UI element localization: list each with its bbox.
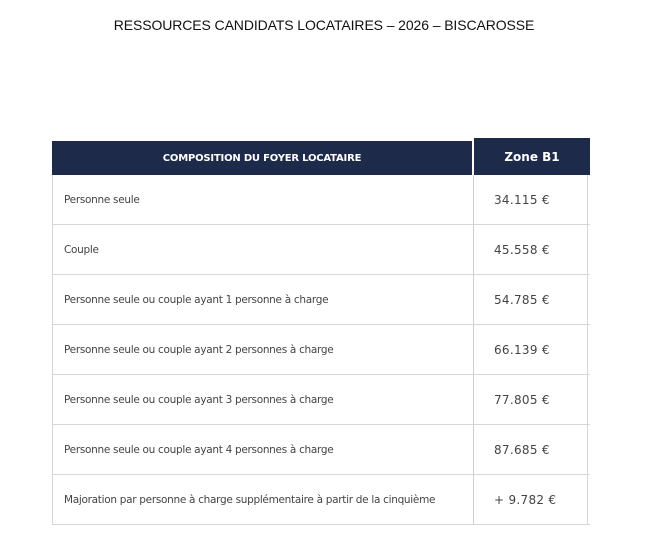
row-value: 54.785 € bbox=[473, 275, 588, 324]
table-row bbox=[52, 425, 590, 475]
table-row bbox=[52, 375, 590, 425]
table-row bbox=[52, 225, 590, 275]
row-value: 45.558 € bbox=[473, 225, 588, 274]
row-label: Personne seule ou couple ayant 2 personnes à charge bbox=[52, 325, 473, 374]
header-zone: Zone B1 bbox=[474, 138, 590, 175]
row-value: + 9.782 € bbox=[473, 475, 588, 524]
row-value: 66.139 € bbox=[473, 325, 588, 374]
row-label: Personne seule bbox=[52, 175, 473, 224]
row-label: Personne seule ou couple ayant 3 personnes à charge bbox=[52, 375, 473, 424]
table-row bbox=[52, 325, 590, 375]
document-title: RESSOURCES CANDIDATS LOCATAIRES – 2026 – BISCAROSSE bbox=[113, 17, 535, 33]
row-label: Couple bbox=[52, 225, 473, 274]
table-row bbox=[52, 175, 590, 225]
row-value: 87.685 € bbox=[473, 425, 588, 474]
row-label: Majoration par personne à charge supplémentaire à partir de la cinquième bbox=[52, 475, 473, 524]
row-value: 77.805 € bbox=[473, 375, 588, 424]
header-composition: COMPOSITION DU FOYER LOCATAIRE bbox=[52, 141, 472, 175]
row-label: Personne seule ou couple ayant 1 personne à charge bbox=[52, 275, 473, 324]
table-row bbox=[52, 475, 590, 525]
resources-table bbox=[52, 138, 590, 525]
row-label: Personne seule ou couple ayant 4 personnes à charge bbox=[52, 425, 473, 474]
table-header-row bbox=[52, 138, 590, 175]
row-value: 34.115 € bbox=[473, 175, 588, 224]
table-row bbox=[52, 275, 590, 325]
